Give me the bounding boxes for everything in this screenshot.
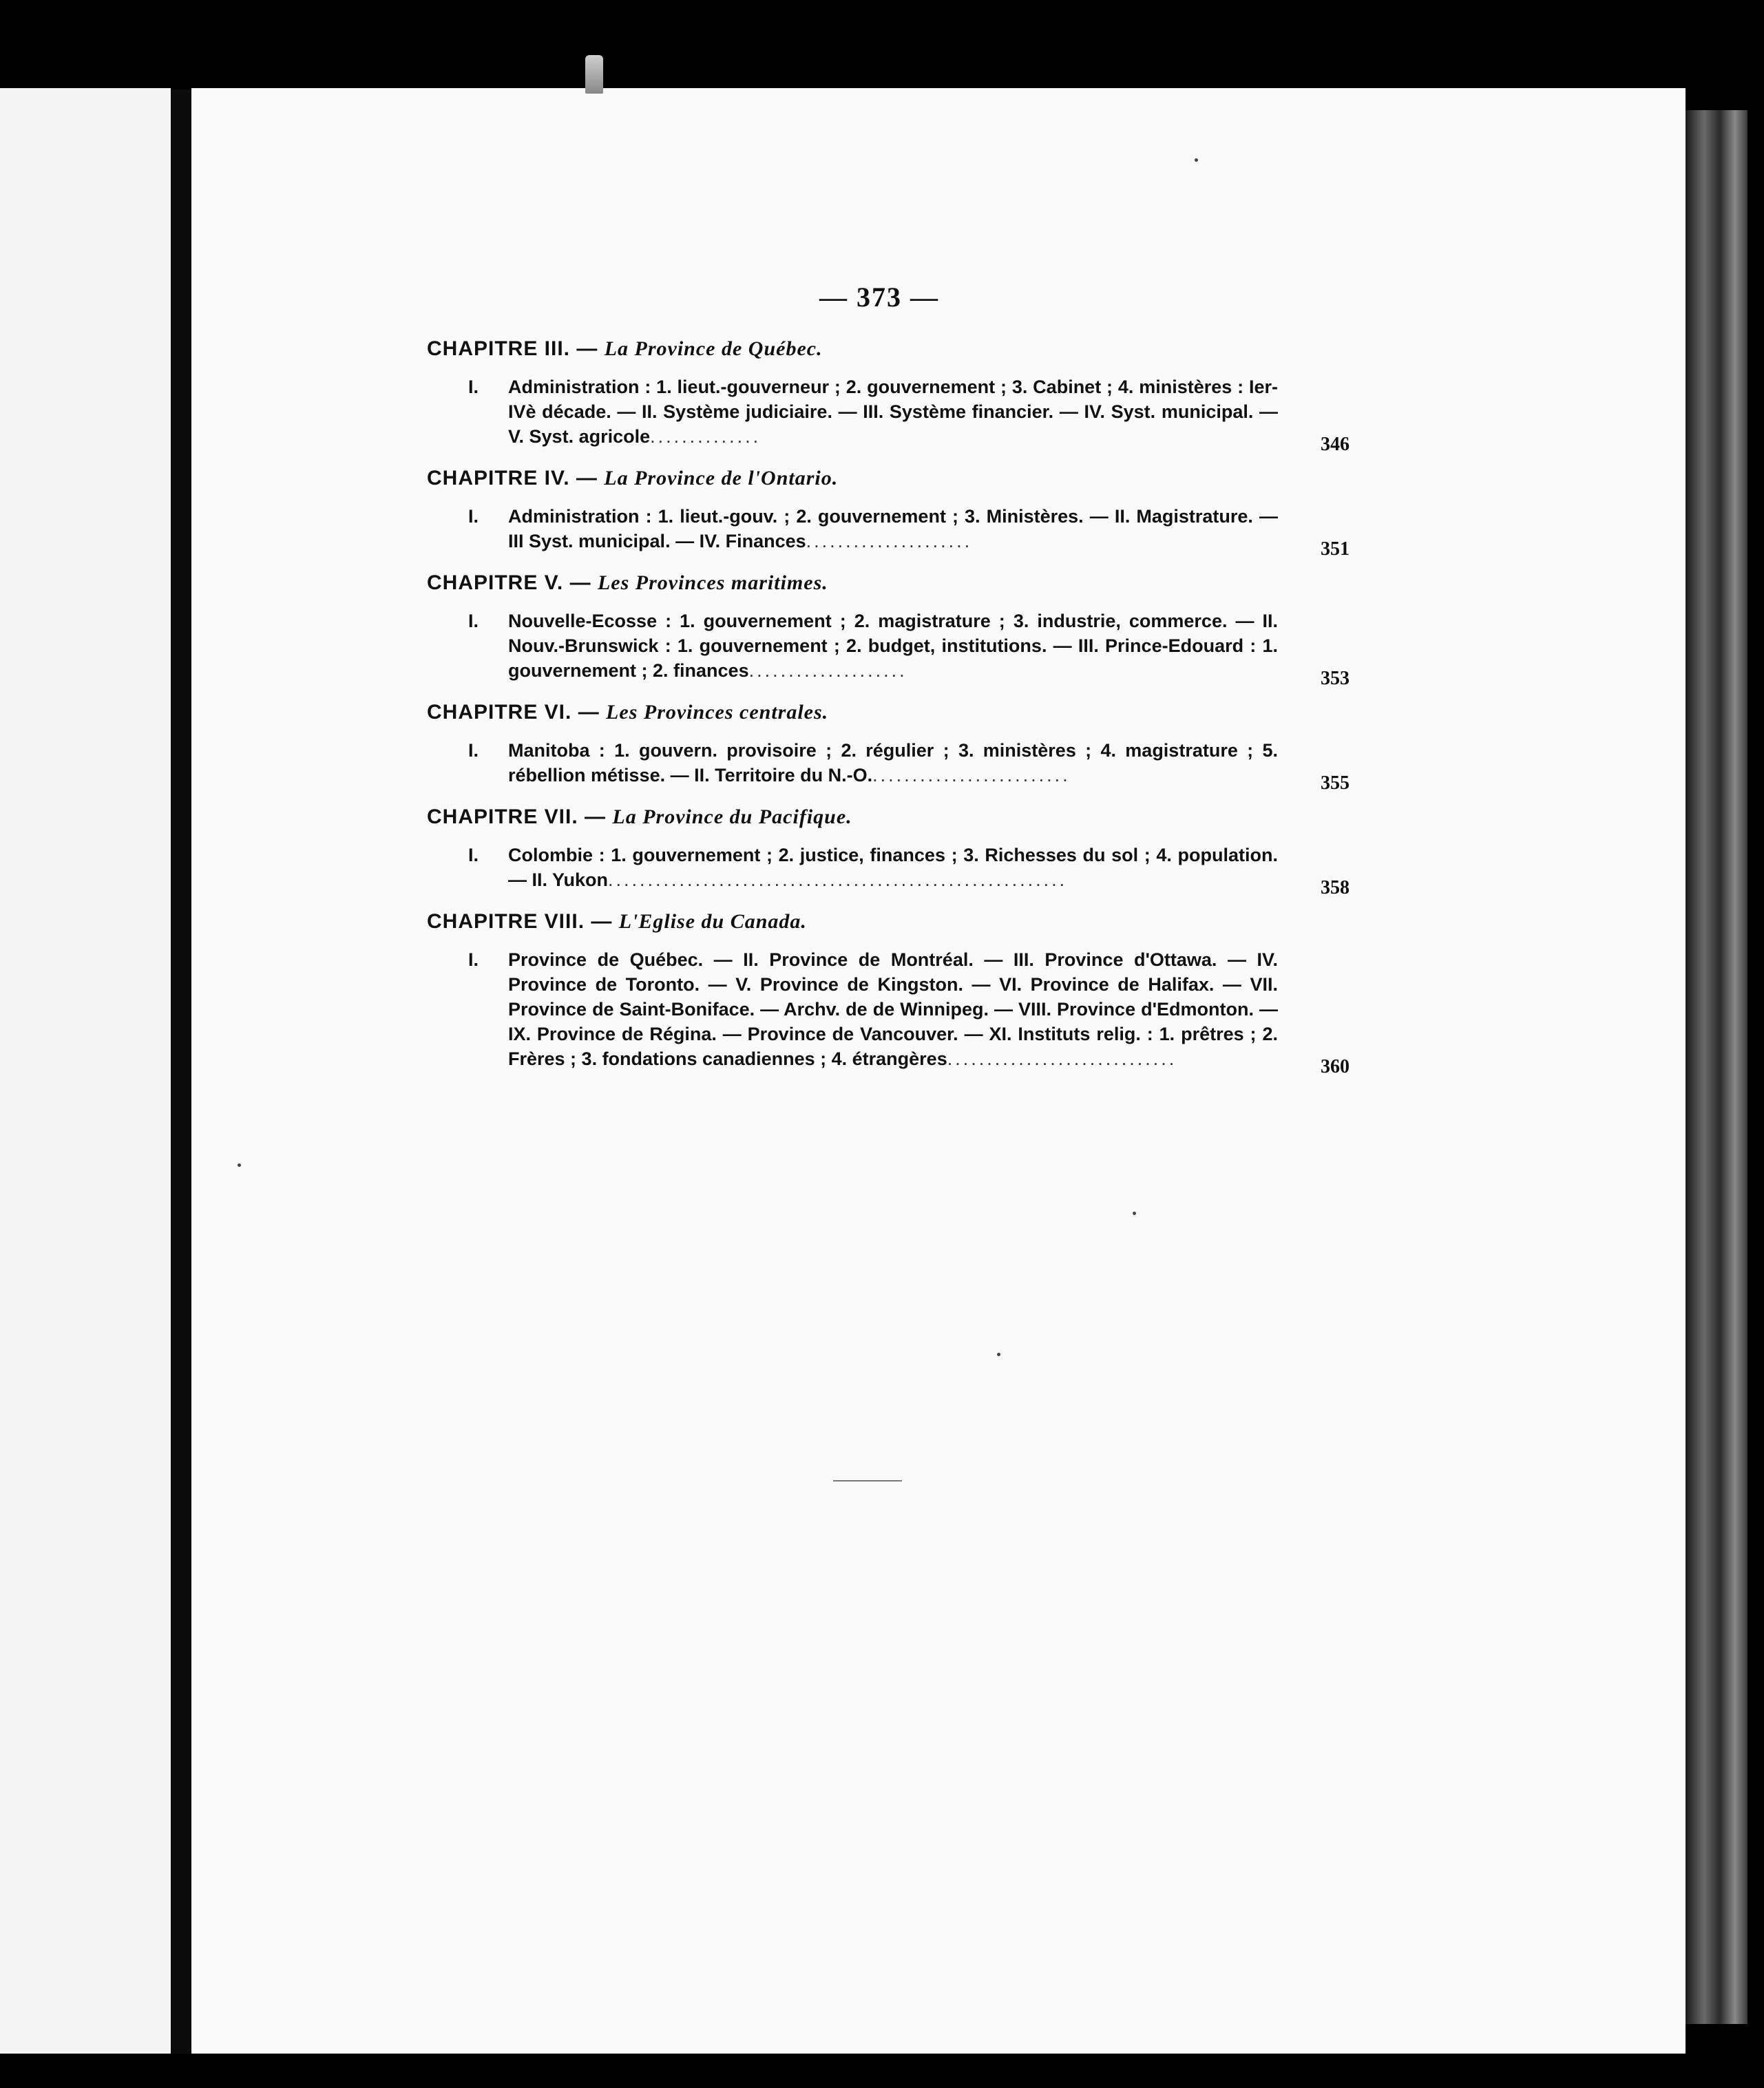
entry-text bbox=[508, 375, 1278, 449]
entry-numeral: I. bbox=[468, 740, 479, 761]
entry-text bbox=[508, 609, 1278, 683]
page-stack-edge bbox=[1686, 110, 1747, 2024]
entry-page-number: 358 bbox=[1321, 877, 1350, 898]
facing-page-edge bbox=[0, 88, 171, 2054]
chapter-title: CHAPITRE III. — bbox=[427, 337, 598, 360]
entry-text-body: Manitoba : 1. gouvern. provisoire ; 2. régulier ; 3. ministères ; 4. magistrature ; 5. rébellion métisse. — II. Territoire du N.-O. bbox=[508, 740, 1278, 785]
chapter-subject: Les Provinces maritimes. bbox=[597, 571, 828, 594]
chapter-heading bbox=[427, 571, 1350, 595]
chapter-5 bbox=[427, 571, 1350, 689]
end-rule bbox=[833, 1480, 902, 1481]
entry-page-number: 346 bbox=[1321, 434, 1350, 455]
entry-text-body: Colombie : 1. gouvernement ; 2. justice, finances ; 3. Richesses du sol ; 4. population. — II. Yukon bbox=[508, 845, 1278, 890]
entry-numeral: I. bbox=[468, 949, 479, 970]
entry-text bbox=[508, 843, 1278, 892]
entry-numeral: I. bbox=[468, 845, 479, 865]
entry-numeral: I. bbox=[468, 377, 479, 397]
chapter-subject: La Province de Québec. bbox=[604, 337, 823, 360]
chapter-title: CHAPITRE VIII. — bbox=[427, 910, 613, 933]
chapter-subject: La Province de l'Ontario. bbox=[604, 467, 839, 489]
clip-mark bbox=[585, 55, 603, 94]
dot-leader: ......................... bbox=[872, 765, 1071, 785]
dot-leader: .............. bbox=[650, 426, 762, 447]
chapter-heading bbox=[427, 805, 1350, 829]
dot-leader: ..................... bbox=[806, 531, 973, 551]
entry-numeral: I. bbox=[468, 506, 479, 527]
chapter-heading bbox=[427, 467, 1350, 490]
entry-text-body: Nouvelle-Ecosse : 1. gouvernement ; 2. magistrature ; 3. industrie, commerce. — II. Nouv.-Brunswick : 1. gouvernement ; 2. budget, institutions. — III. Prince-Edouard : 1. gouvernement ; 2. finances bbox=[508, 611, 1278, 681]
entry-numeral: I. bbox=[468, 611, 479, 631]
entry-text-body: Administration : 1. lieut.-gouverneur ; 2. gouvernement ; 3. Cabinet ; 4. ministères : Ier-IVè décade. — II. Système judiciaire. — III. Système financier. — IV. Syst. municipal. — V. Syst. agricole bbox=[508, 377, 1278, 447]
chapter-title: CHAPITRE VI. — bbox=[427, 701, 600, 724]
dot-leader: .................... bbox=[748, 660, 907, 681]
dot-leader: .......................................................... bbox=[608, 869, 1068, 890]
entry-text bbox=[508, 947, 1278, 1071]
entry-text bbox=[508, 504, 1278, 553]
scan-speck bbox=[238, 1163, 241, 1167]
entry-page-number: 355 bbox=[1321, 772, 1350, 794]
chapter-7 bbox=[427, 805, 1350, 898]
chapter-6 bbox=[427, 701, 1350, 794]
scan-speck bbox=[1195, 158, 1198, 162]
chapter-subject: L'Eglise du Canada. bbox=[618, 910, 807, 933]
chapter-title: CHAPITRE VII. — bbox=[427, 805, 607, 828]
scan-speck bbox=[1133, 1212, 1136, 1215]
scan-speck bbox=[997, 1353, 1000, 1356]
entry-text-body: Province de Québec. — II. Province de Montréal. — III. Province d'Ottawa. — IV. Province de Toronto. — V. Province de Kingston. — VI. Province de Halifax. — VII. Province de Saint-Boniface. — Archv. de de Winnipeg. — VIII. Province d'Edmonton. — IX. Province de Régina. — Province de Vancouver. — XI. Instituts relig. : 1. prêtres ; 2. Frères ; 3. fondations canadiennes ; 4. étrangères bbox=[508, 949, 1278, 1069]
chapter-3 bbox=[427, 337, 1350, 455]
binding-shadow bbox=[171, 89, 191, 2054]
toc-entry bbox=[427, 947, 1350, 1077]
chapter-4 bbox=[427, 467, 1350, 560]
chapter-subject: La Province du Pacifique. bbox=[612, 805, 852, 828]
entry-page-number: 360 bbox=[1321, 1056, 1350, 1077]
toc-entry bbox=[427, 504, 1350, 560]
entry-text bbox=[508, 738, 1278, 788]
entry-text-body: Administration : 1. lieut.-gouv. ; 2. gouvernement ; 3. Ministères. — II. Magistrature. — III Syst. municipal. — IV. Finances bbox=[508, 506, 1278, 551]
table-of-contents bbox=[427, 337, 1350, 1089]
toc-entry bbox=[427, 843, 1350, 898]
toc-entry bbox=[427, 375, 1350, 455]
dot-leader: ............................. bbox=[947, 1048, 1177, 1069]
chapter-heading bbox=[427, 337, 1350, 361]
entry-page-number: 353 bbox=[1321, 668, 1350, 689]
toc-entry bbox=[427, 609, 1350, 689]
page-number: — 373 — bbox=[819, 282, 939, 313]
chapter-subject: Les Provinces centrales. bbox=[606, 701, 829, 724]
chapter-heading bbox=[427, 910, 1350, 934]
toc-entry bbox=[427, 738, 1350, 794]
chapter-title: CHAPITRE IV. — bbox=[427, 467, 598, 489]
chapter-heading bbox=[427, 701, 1350, 724]
chapter-8 bbox=[427, 910, 1350, 1077]
entry-page-number: 351 bbox=[1321, 538, 1350, 560]
chapter-title: CHAPITRE V. — bbox=[427, 571, 591, 594]
